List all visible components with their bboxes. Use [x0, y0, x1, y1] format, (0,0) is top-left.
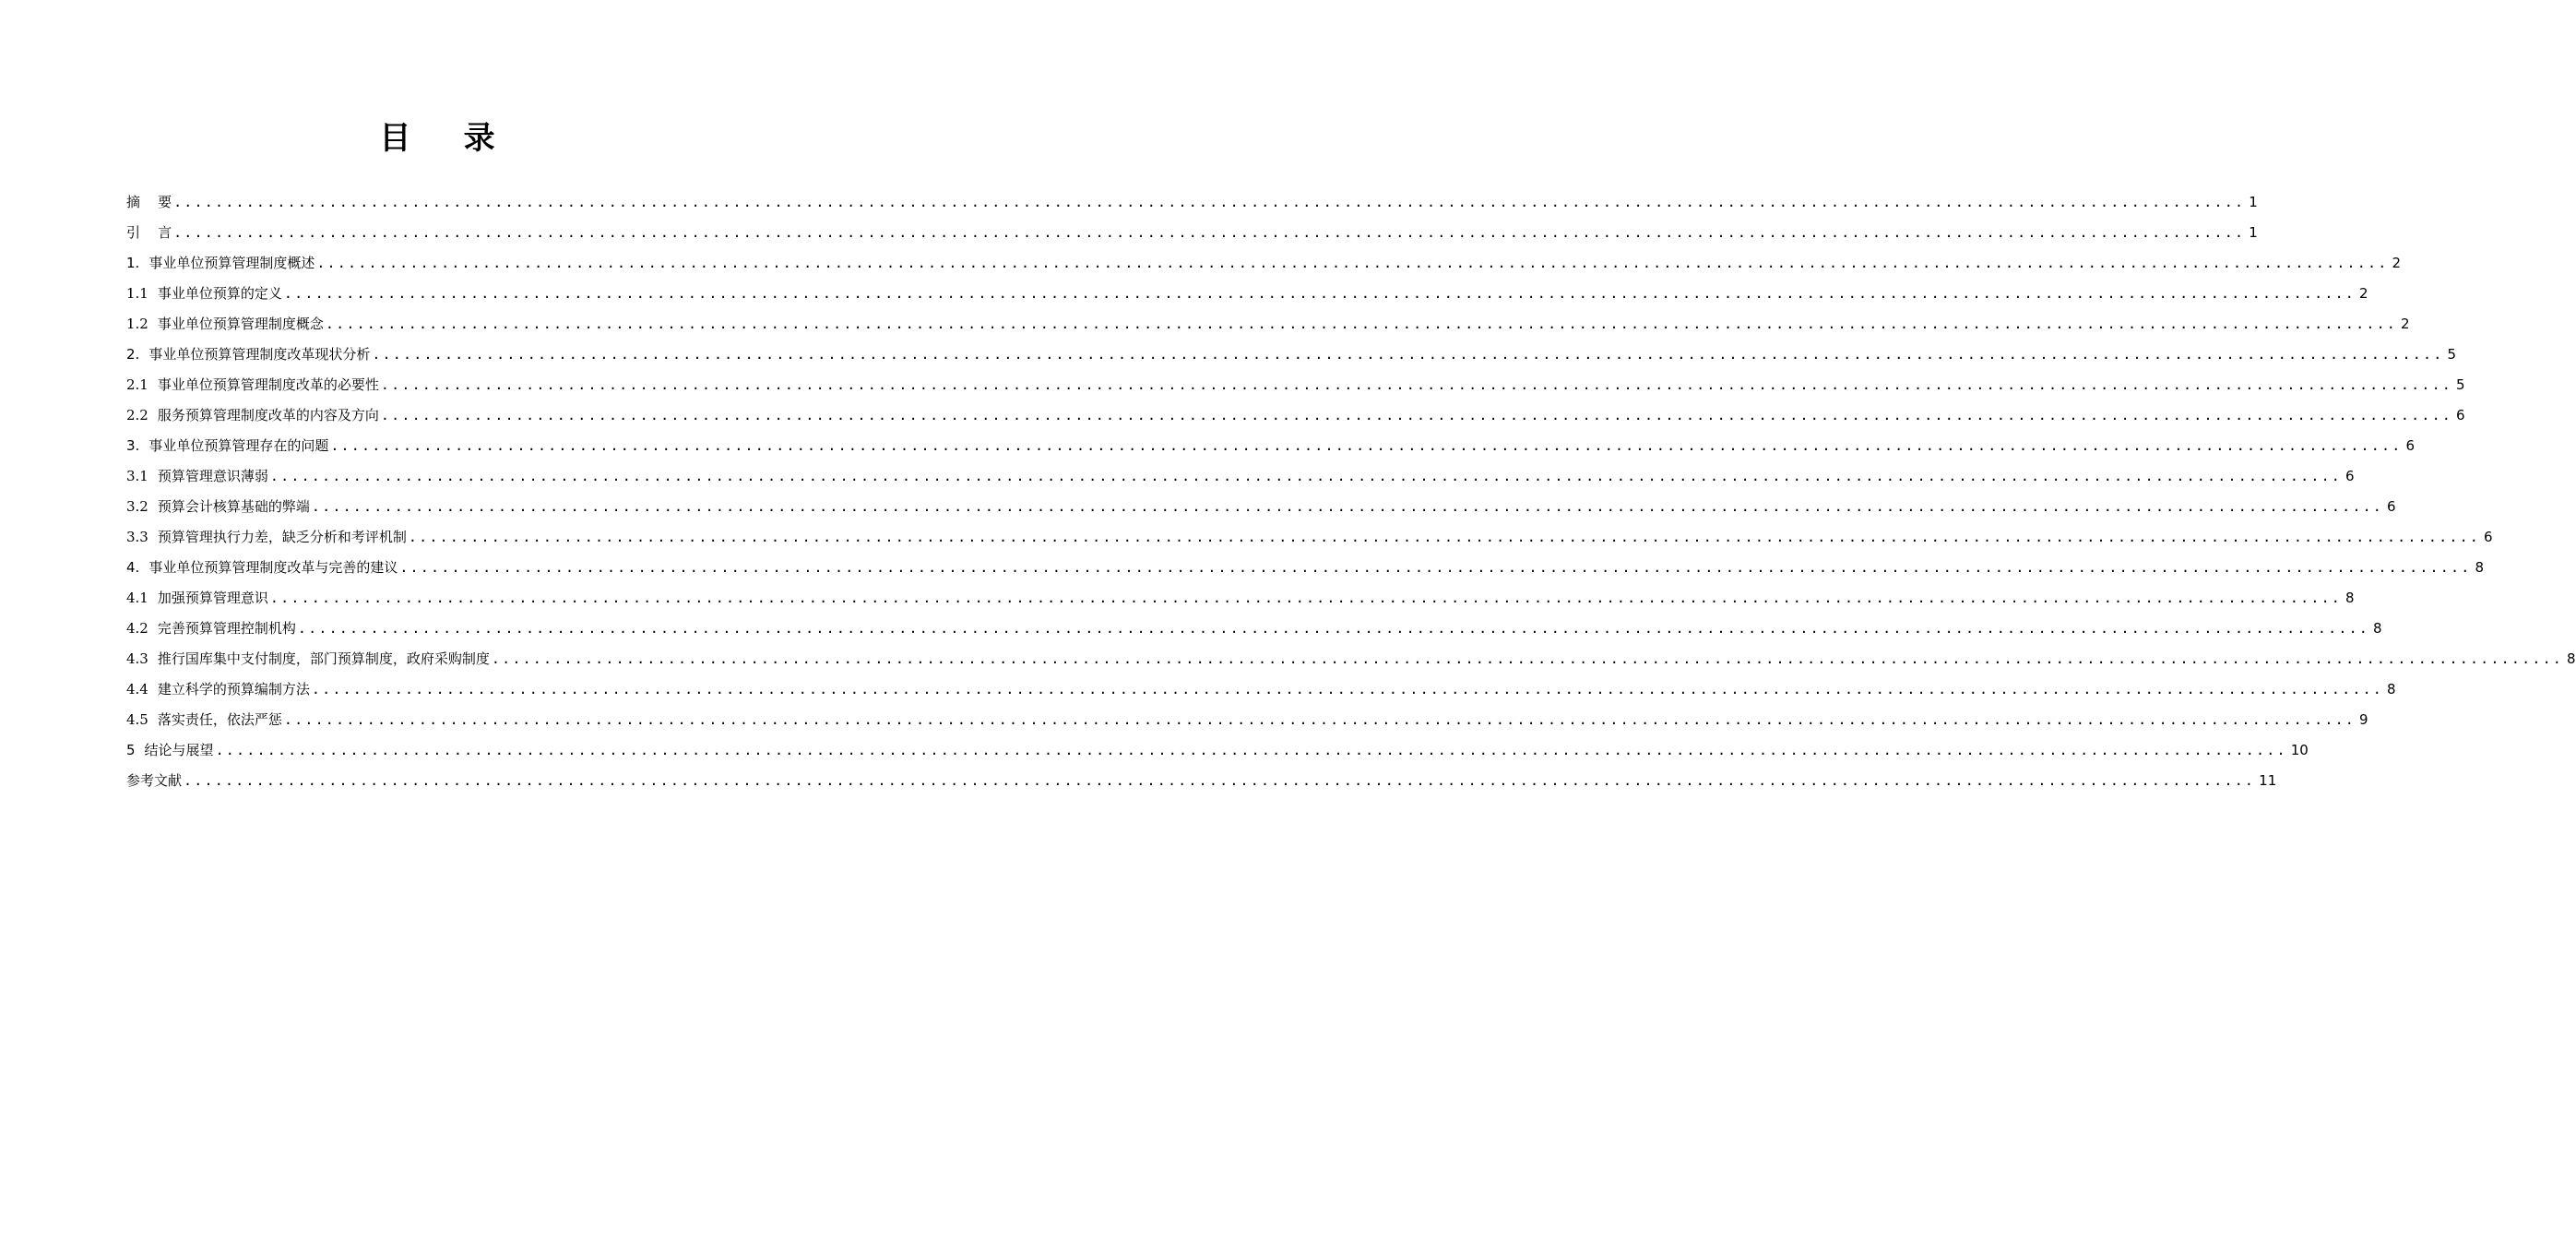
toc-entry-number: 4.1 — [126, 590, 148, 606]
toc-dot-leader: ........................................................................................................................................................................................................ — [380, 376, 2453, 393]
toc-dot-leader: ........................................................................................................................................................................................................ — [297, 620, 2370, 637]
toc-entry-label: 加强预算管理意识 — [157, 590, 268, 606]
toc-entry-page-number: 2 — [2392, 255, 2402, 271]
toc-entry-number: 3. — [126, 437, 140, 454]
toc-entry-number: 3.3 — [126, 529, 148, 545]
toc-entry-page-number: 2 — [2401, 316, 2410, 332]
toc-entry-number: 1.2 — [126, 316, 148, 332]
toc-dot-leader: ........................................................................................................................................................................................................ — [311, 498, 2384, 515]
toc-entry-number: 4.3 — [126, 650, 148, 667]
toc-entry-label: 事业单位预算管理制度概念 — [157, 316, 324, 332]
toc-entry-page-number: 6 — [2345, 468, 2355, 484]
toc-entry-page-number: 5 — [2447, 346, 2457, 363]
toc-entry-label: 预算管理执行力差，缺乏分析和考评机制 — [157, 529, 407, 545]
toc-entry-number: 1.1 — [126, 285, 148, 302]
toc-entry[interactable] — [126, 370, 2465, 400]
toc-entry-page-number: 6 — [2456, 407, 2465, 423]
toc-dot-leader: ........................................................................................................................................................................................................ — [173, 194, 2246, 210]
toc-entry-label: 服务预算管理制度改革的内容及方向 — [157, 407, 379, 423]
toc-entry-label: 事业单位预算管理制度改革与完善的建议 — [148, 559, 398, 576]
toc-entry-number: 3.2 — [126, 498, 148, 515]
toc-dot-leader: ........................................................................................................................................................................................................ — [316, 255, 2389, 271]
toc-entry-label: 引 言 — [126, 224, 172, 241]
toc-entry[interactable] — [126, 735, 2309, 766]
toc-entry-number: 4.2 — [126, 620, 148, 637]
toc-entry-page-number: 8 — [2387, 681, 2396, 698]
toc-entry-number: 2.2 — [126, 407, 148, 423]
toc-dot-leader: ........................................................................................................................................................................................................ — [283, 285, 2356, 302]
toc-entry-label: 预算会计核算基础的弊端 — [157, 498, 310, 515]
toc-dot-leader: ........................................................................................................................................................................................................ — [269, 468, 2343, 484]
toc-entry-number: 4. — [126, 559, 140, 576]
toc-entry[interactable] — [126, 309, 2410, 340]
toc-entry[interactable] — [126, 644, 2576, 674]
toc-entry-page-number: 8 — [2475, 559, 2485, 576]
toc-entry-page-number: 6 — [2484, 529, 2493, 545]
toc-entry-label: 参考文献 — [126, 772, 183, 789]
toc-dot-leader: ........................................................................................................................................................................................................ — [399, 559, 2472, 576]
toc-entry[interactable] — [126, 553, 2485, 583]
toc-entry-page-number: 8 — [2567, 650, 2576, 667]
table-of-contents — [126, 187, 2576, 796]
toc-entry[interactable] — [126, 218, 2258, 248]
toc-entry[interactable] — [126, 187, 2258, 218]
toc-dot-leader: ........................................................................................................................................................................................................ — [325, 316, 2398, 332]
toc-entry-number: 2. — [126, 346, 140, 363]
toc-entry[interactable] — [126, 583, 2355, 614]
toc-entry[interactable] — [126, 766, 2277, 796]
toc-entry-label: 落实责任，依法严惩 — [157, 711, 282, 728]
toc-entry[interactable] — [126, 400, 2465, 431]
toc-dot-leader: ........................................................................................................................................................................................................ — [173, 224, 2246, 241]
toc-entry-label: 事业单位预算管理存在的问题 — [148, 437, 329, 454]
toc-entry-label: 事业单位预算的定义 — [157, 285, 282, 302]
toc-entry-label: 摘 要 — [126, 194, 172, 210]
toc-entry-page-number: 5 — [2456, 376, 2465, 393]
toc-entry-label: 预算管理意识薄弱 — [157, 468, 268, 484]
toc-entry-number: 3.1 — [126, 468, 148, 484]
toc-entry-label: 事业单位预算管理制度改革现状分析 — [148, 346, 371, 363]
toc-entry-page-number: 8 — [2345, 590, 2355, 606]
toc-entry-label: 推行国库集中支付制度，部门预算制度，政府采购制度 — [157, 650, 490, 667]
toc-dot-leader: ........................................................................................................................................................................................................ — [330, 437, 2403, 454]
toc-entry-number: 2.1 — [126, 376, 148, 393]
toc-dot-leader: ........................................................................................................................................................................................................ — [283, 711, 2356, 728]
toc-entry-page-number: 10 — [2290, 742, 2309, 758]
toc-dot-leader: ........................................................................................................................................................................................................ — [491, 650, 2564, 667]
toc-entry-page-number: 8 — [2373, 620, 2382, 637]
toc-entry-page-number: 9 — [2359, 711, 2368, 728]
toc-entry[interactable] — [126, 340, 2457, 370]
toc-entry[interactable] — [126, 674, 2396, 705]
toc-dot-leader: ........................................................................................................................................................................................................ — [372, 346, 2444, 363]
toc-entry-page-number: 11 — [2259, 772, 2277, 789]
toc-entry[interactable] — [126, 492, 2396, 522]
toc-dot-leader: ........................................................................................................................................................................................................ — [269, 590, 2343, 606]
toc-entry[interactable] — [126, 431, 2416, 461]
toc-entry-label: 事业单位预算管理制度改革的必要性 — [157, 376, 379, 393]
toc-entry-number: 5 — [126, 742, 136, 758]
toc-entry-page-number: 2 — [2359, 285, 2368, 302]
toc-entry-label: 完善预算管理控制机构 — [157, 620, 296, 637]
toc-entry-number: 4.5 — [126, 711, 148, 728]
toc-entry-label: 结论与展望 — [144, 742, 214, 758]
toc-dot-leader: ........................................................................................................................................................................................................ — [380, 407, 2453, 423]
toc-entry-page-number: 1 — [2249, 224, 2258, 241]
toc-entry[interactable] — [126, 705, 2368, 735]
toc-entry[interactable] — [126, 522, 2493, 553]
toc-dot-leader: ........................................................................................................................................................................................................ — [184, 772, 2256, 789]
toc-entry-label: 建立科学的预算编制方法 — [157, 681, 310, 698]
toc-dot-leader: ........................................................................................................................................................................................................ — [408, 529, 2481, 545]
toc-entry-number: 1. — [126, 255, 140, 271]
toc-entry[interactable] — [126, 248, 2402, 279]
toc-dot-leader: ........................................................................................................................................................................................................ — [215, 742, 2287, 758]
toc-entry[interactable] — [126, 461, 2355, 492]
toc-entry-number: 4.4 — [126, 681, 148, 698]
toc-entry-page-number: 6 — [2387, 498, 2396, 515]
page-title: 目 录 — [379, 120, 497, 157]
toc-dot-leader: ........................................................................................................................................................................................................ — [311, 681, 2384, 698]
toc-entry-page-number: 1 — [2249, 194, 2258, 210]
toc-entry[interactable] — [126, 614, 2382, 644]
toc-entry-page-number: 6 — [2405, 437, 2416, 454]
toc-entry-label: 事业单位预算管理制度概述 — [148, 255, 315, 271]
toc-entry[interactable] — [126, 279, 2368, 309]
